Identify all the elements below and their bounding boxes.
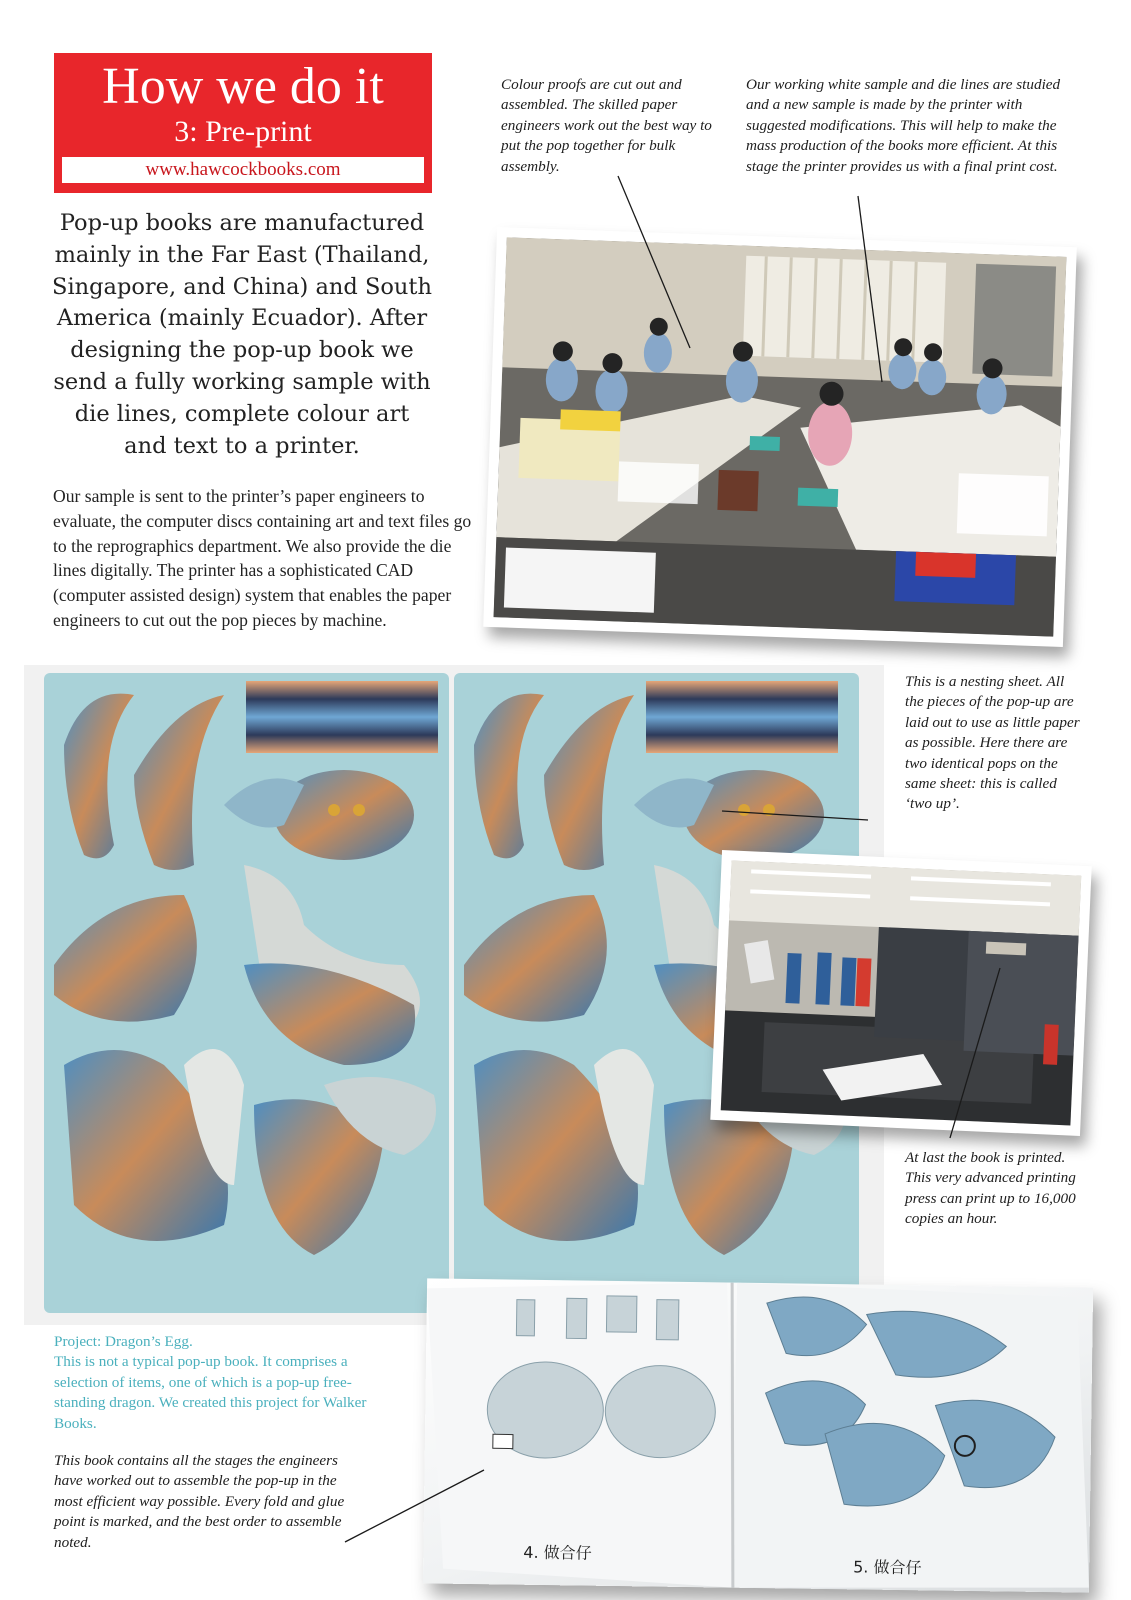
press-illustration <box>721 860 1082 1125</box>
book-left-page-note: 4. 做合仔 <box>523 1542 592 1563</box>
workshop-illustration <box>494 237 1067 636</box>
assembly-book-photo <box>423 1278 1093 1592</box>
caption-printed: At last the book is printed. This very advanced printing press can print up to 16,000 copies an hour. <box>905 1149 1076 1228</box>
intro-lead: Pop-up books are manufactured mainly in the Far East (Thailand, Singapore, and China) and South America (mainly Ecuador). After designing the pop-up book we send a fully working sample with die lines, complete colour art and text to a printer. <box>52 210 432 459</box>
caption-colour-proofs: Colour proofs are cut out and assembled. The skilled paper engineers work out the best way to put the pop together for bulk assembly. <box>501 76 712 175</box>
website-url[interactable]: www.hawcockbooks.com <box>62 157 424 183</box>
book-right-page-note: 5. 做合仔 <box>853 1557 922 1578</box>
header-banner <box>54 53 432 193</box>
nesting-left-group <box>44 673 449 1313</box>
press-scene <box>721 860 1082 1125</box>
caption-book-contains: This book contains all the stages the engineers have worked out to assemble the pop-up in the most efficient way possible. Every fold and glue point is marked, and the best order to assemble noted. <box>54 1452 345 1551</box>
assembly-book-illustration <box>423 1278 1093 1592</box>
caption-nesting-sheet: This is a nesting sheet. All the pieces of the pop-up are laid out to use as little paper as possible. Here there are two identical pops on the same sheet: this is called ‘two up’. <box>905 673 1080 813</box>
page-title: How we do it <box>102 58 384 115</box>
caption-working-sample: Our working white sample and die lines are studied and a new sample is made by the printer with suggested modifications. This will help to make the mass production of the books more efficient. At this stage the printer provides us with a final print cost. <box>746 76 1061 175</box>
project-description: This is not a typical pop-up book. It comprises a selection of items, one of which is a pop-up free-standing dragon. We created this project for Walker Books. <box>54 1353 367 1432</box>
project-title: Project: Dragon’s Egg. <box>54 1333 193 1350</box>
intro-body: Our sample is sent to the printer’s paper engineers to evaluate, the computer discs containing art and text files go to the reprographics department. We also provide the die lines digitally. The printer has a sophisticated CAD (computer assisted design) system that enables the paper engineers to cut out the pop pieces by machine. <box>53 486 472 630</box>
workshop-scene <box>494 237 1067 636</box>
printing-press-photo <box>710 850 1091 1136</box>
workshop-photo <box>483 227 1077 647</box>
page-subtitle: 3: Pre-print <box>174 115 312 148</box>
project-info <box>54 1332 384 1434</box>
